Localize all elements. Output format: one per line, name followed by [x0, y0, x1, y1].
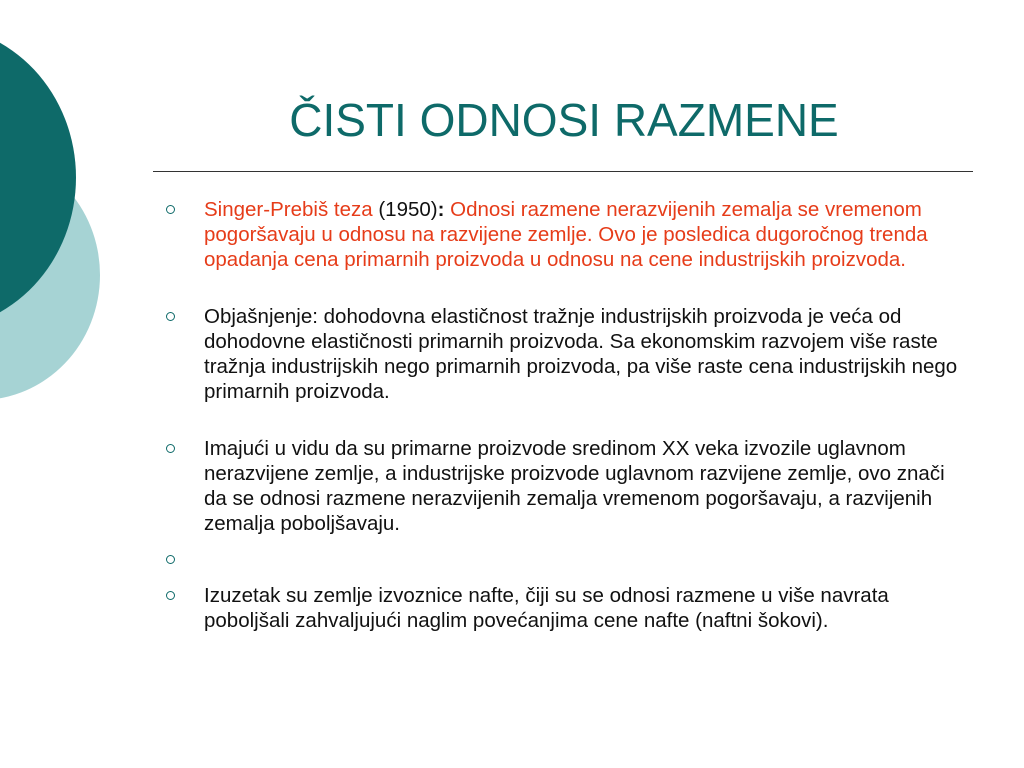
hollow-circle-bullet-icon: [166, 591, 175, 600]
bullet-list: [160, 197, 970, 633]
hollow-circle-bullet-icon: [166, 205, 175, 214]
hollow-circle-bullet-icon: [166, 444, 175, 453]
bullet-item-exception: [160, 583, 970, 633]
thesis-colon: :: [437, 198, 445, 221]
hollow-circle-bullet-icon: [166, 555, 175, 564]
bullet-item-empty: [160, 547, 970, 572]
thesis-name: Singer-Prebiš teza: [204, 198, 373, 221]
slide-title: ČISTI ODNOSI RAZMENE: [289, 94, 839, 146]
bullet-item-singer-prebisch: [160, 197, 970, 272]
bullet-text: Imajući u vidu da su primarne proizvode sredinom XX veka izvozile uglavnom nerazvijene zemlje, a industrijske proizvode uglavnom razvijene zemlje, ovo znači da se odnosi razmene nerazvijenih zemalja vremenom pogoršavaju, a razvijenih zemalja poboljšavaju.: [204, 437, 945, 535]
bullet-text: [204, 198, 928, 271]
hollow-circle-bullet-icon: [166, 312, 175, 321]
thesis-statement: Odnosi razmene nerazvijenih zemalja se vremenom pogoršavaju u odnosu na razvijene zemlje. Ovo je posledica dugoročnog trenda opadanja cena primarnih proizvoda u odnosu na cene industrijskih proizvoda.: [204, 198, 928, 271]
title-divider: [153, 171, 973, 172]
thesis-year: (1950): [372, 198, 438, 221]
bullet-text: Objašnjenje: dohodovna elastičnost tražnje industrijskih proizvoda je veća od dohodovne elastičnosti primarnih proizvoda. Sa ekonomskim razvojem više raste tražnja industrijskih nego primarnih proizvoda, pa više raste cena industrijskih nego primarnih proizvoda.: [204, 305, 958, 403]
bullet-text: Izuzetak su zemlje izvoznice nafte, čiji su se odnosi razmene u više navrata poboljšali zahvaljujući naglim povećanjima cene nafte (naftni šokovi).: [204, 584, 889, 632]
bullet-item-explanation: [160, 304, 970, 404]
bullet-item-implication: [160, 436, 970, 536]
